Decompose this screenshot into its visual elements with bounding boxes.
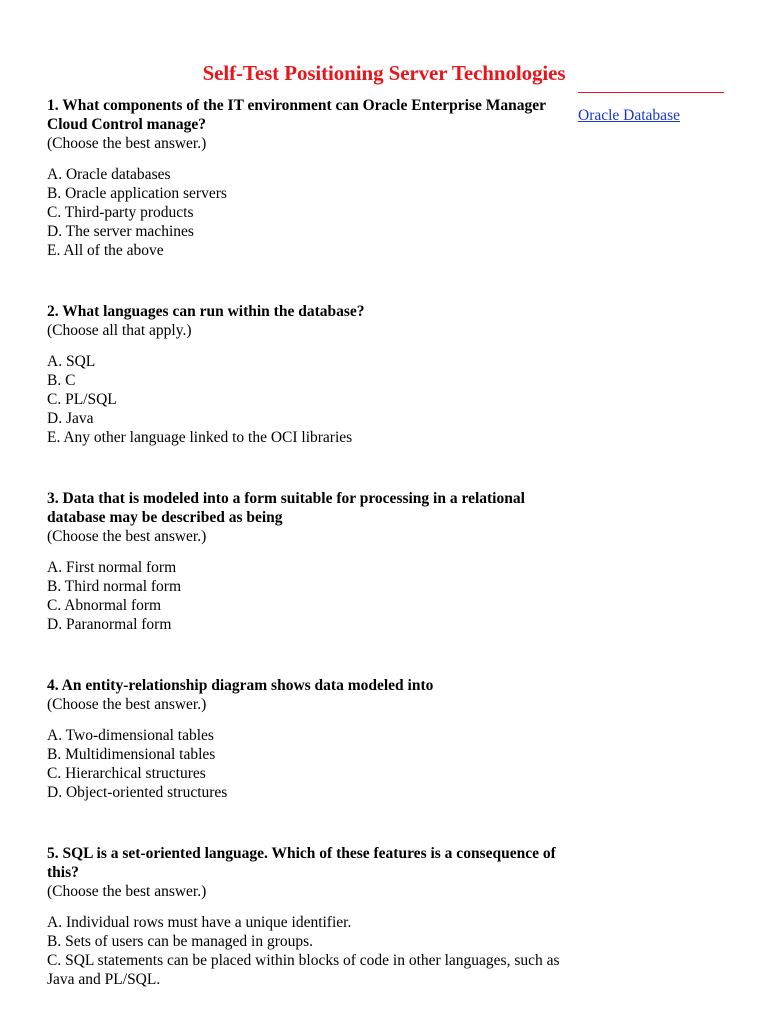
question-text: 1. What components of the IT environment can Oracle Enterprise Manager Cloud Control manage? xyxy=(47,97,546,133)
answer-option: C. Hierarchical structures xyxy=(47,765,206,782)
answer-option: A. SQL xyxy=(47,353,96,370)
answer-option: D. Java xyxy=(47,410,94,427)
question-hint: (Choose the best answer.) xyxy=(47,135,207,152)
divider-rule xyxy=(578,92,724,93)
answer-option: A. Individual rows must have a unique identifier. xyxy=(47,914,352,931)
answer-option: B. Third normal form xyxy=(47,578,182,595)
answer-option: C. SQL statements can be placed within blocks of code in other languages, such as Java and PL/SQL. xyxy=(47,952,560,988)
question-text: 2. What languages can run within the database? xyxy=(47,303,365,320)
answer-option: B. Oracle application servers xyxy=(47,185,227,202)
answer-option: A. First normal form xyxy=(47,559,177,576)
question-3 xyxy=(47,489,572,634)
answer-option: A. Oracle databases xyxy=(47,166,171,183)
question-hint: (Choose all that apply.) xyxy=(47,322,192,339)
answer-option: B. C xyxy=(47,372,76,389)
question-text: 3. Data that is modeled into a form suitable for processing in a relational database may be described as being xyxy=(47,490,525,526)
question-hint: (Choose the best answer.) xyxy=(47,883,207,900)
answer-option: D. The server machines xyxy=(47,223,194,240)
page-title: Self-Test Positioning Server Technologies xyxy=(202,61,566,85)
answer-option: D. Object-oriented structures xyxy=(47,784,228,801)
answer-option: C. Third-party products xyxy=(47,204,194,221)
oracle-database-link[interactable]: Oracle Database xyxy=(578,107,680,124)
answer-option: C. Abnormal form xyxy=(47,597,162,614)
answer-option: C. PL/SQL xyxy=(47,391,117,408)
question-5 xyxy=(47,844,572,989)
answer-option: B. Sets of users can be managed in groups. xyxy=(47,933,314,950)
answer-option: A. Two-dimensional tables xyxy=(47,727,214,744)
question-hint: (Choose the best answer.) xyxy=(47,528,207,545)
question-2 xyxy=(47,302,572,447)
answer-option: E. Any other language linked to the OCI libraries xyxy=(47,429,353,446)
answer-option: B. Multidimensional tables xyxy=(47,746,216,763)
question-text: 5. SQL is a set-oriented language. Which of these features is a consequence of this? xyxy=(47,845,556,881)
answer-option: D. Paranormal form xyxy=(47,616,172,633)
question-4 xyxy=(47,676,572,802)
question-hint: (Choose the best answer.) xyxy=(47,696,207,713)
answer-option: E. All of the above xyxy=(47,242,164,259)
question-1 xyxy=(47,96,572,260)
question-text: 4. An entity-relationship diagram shows data modeled into xyxy=(47,677,434,694)
question-list xyxy=(47,96,572,1011)
